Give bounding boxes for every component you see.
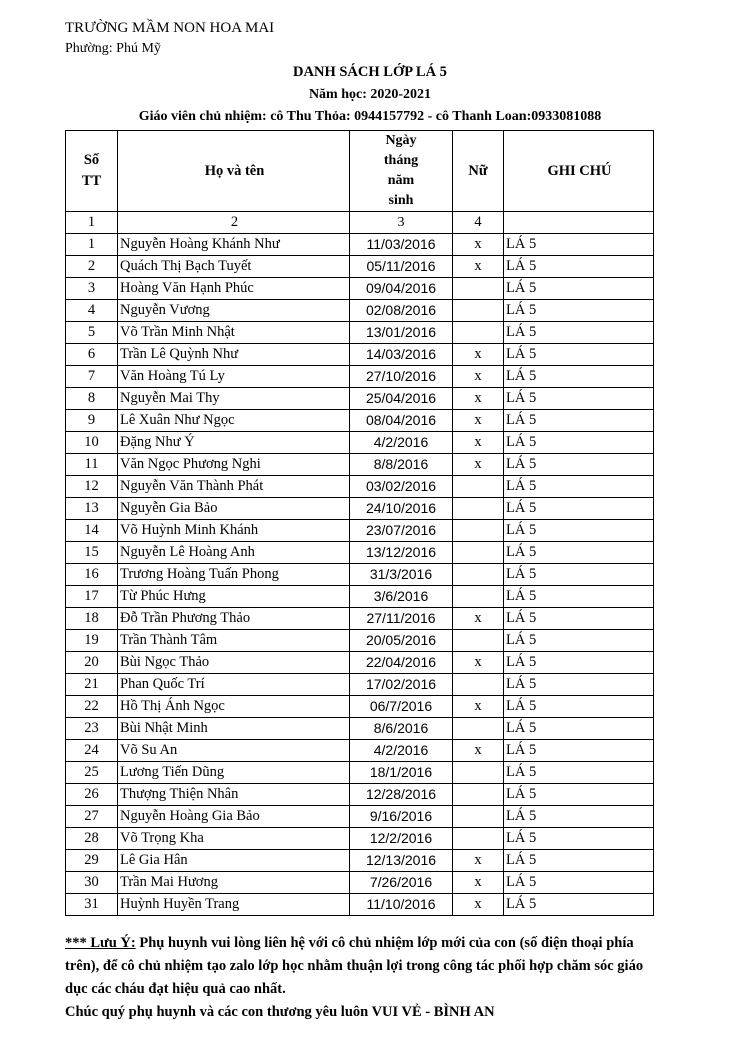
row-note: LÁ 5 xyxy=(504,586,654,608)
row-female xyxy=(453,520,504,542)
row-dob: 13/12/2016 xyxy=(350,542,453,564)
note-body: Phụ huynh vui lòng liên hệ với cô chủ nhiệm lớp mới của con (số điện thoại phía trên), để cô chủ nhiệm tạo zalo lớp học nhằm thuận lợi trong công tác phối hợp chăm sóc giáo dục các cháu đạt hiệu quả cao nhất. xyxy=(65,935,644,997)
row-dob: 27/11/2016 xyxy=(350,608,453,630)
row-female xyxy=(453,784,504,806)
row-note: LÁ 5 xyxy=(504,872,654,894)
row-note: LÁ 5 xyxy=(504,674,654,696)
row-female: x xyxy=(453,388,504,410)
row-dob: 17/02/2016 xyxy=(350,674,453,696)
row-dob: 4/2/2016 xyxy=(350,740,453,762)
table-row xyxy=(66,278,654,300)
table-row xyxy=(66,740,654,762)
row-female xyxy=(453,586,504,608)
row-name: Trần Lê Quỳnh Như xyxy=(118,344,350,366)
row-female xyxy=(453,542,504,564)
row-name: Thượng Thiện Nhân xyxy=(118,784,350,806)
row-stt: 4 xyxy=(66,300,118,322)
row-dob: 12/13/2016 xyxy=(350,850,453,872)
row-female xyxy=(453,630,504,652)
table-row xyxy=(66,564,654,586)
page-title: DANH SÁCH LỚP LÁ 5 xyxy=(293,64,447,80)
row-dob: 12/28/2016 xyxy=(350,784,453,806)
row-stt: 30 xyxy=(66,872,118,894)
index-cell xyxy=(504,212,654,234)
row-stt: 26 xyxy=(66,784,118,806)
row-stt: 27 xyxy=(66,806,118,828)
index-cell: 1 xyxy=(66,212,118,234)
row-name: Hồ Thị Ánh Ngọc xyxy=(118,696,350,718)
row-female xyxy=(453,762,504,784)
row-female: x xyxy=(453,696,504,718)
table-row xyxy=(66,432,654,454)
row-name: Đỗ Trần Phương Thảo xyxy=(118,608,350,630)
row-dob: 27/10/2016 xyxy=(350,366,453,388)
row-name: Trần Mai Hương xyxy=(118,872,350,894)
index-cell: 3 xyxy=(350,212,453,234)
row-dob: 03/02/2016 xyxy=(350,476,453,498)
col-header-stt: Số TT xyxy=(66,131,118,212)
table-row xyxy=(66,894,654,916)
row-female: x xyxy=(453,234,504,256)
row-female xyxy=(453,498,504,520)
row-stt: 7 xyxy=(66,366,118,388)
row-female xyxy=(453,828,504,850)
col-header-dob: Ngày tháng năm sinh xyxy=(350,131,453,212)
row-note: LÁ 5 xyxy=(504,410,654,432)
row-name: Lê Xuân Như Ngọc xyxy=(118,410,350,432)
row-stt: 14 xyxy=(66,520,118,542)
row-dob: 8/8/2016 xyxy=(350,454,453,476)
row-female: x xyxy=(453,454,504,476)
row-dob: 05/11/2016 xyxy=(350,256,453,278)
row-dob: 3/6/2016 xyxy=(350,586,453,608)
table-row xyxy=(66,476,654,498)
table-header-row xyxy=(66,131,654,212)
ward-name: Phường: Phú Mỹ xyxy=(65,41,161,56)
row-female xyxy=(453,806,504,828)
row-female xyxy=(453,322,504,344)
row-stt: 25 xyxy=(66,762,118,784)
row-dob: 8/6/2016 xyxy=(350,718,453,740)
table-row xyxy=(66,872,654,894)
row-female: x xyxy=(453,608,504,630)
row-stt: 23 xyxy=(66,718,118,740)
row-female: x xyxy=(453,894,504,916)
table-row xyxy=(66,630,654,652)
row-note: LÁ 5 xyxy=(504,278,654,300)
row-name: Nguyễn Văn Thành Phát xyxy=(118,476,350,498)
table-row xyxy=(66,542,654,564)
row-stt: 12 xyxy=(66,476,118,498)
row-name: Nguyễn Gia Bảo xyxy=(118,498,350,520)
row-name: Văn Ngọc Phương Nghi xyxy=(118,454,350,476)
row-name: Võ Trần Minh Nhật xyxy=(118,322,350,344)
homeroom-teachers: Giáo viên chủ nhiệm: cô Thu Thỏa: 0944157792 - cô Thanh Loan:0933081088 xyxy=(138,109,602,124)
row-dob: 13/01/2016 xyxy=(350,322,453,344)
row-note: LÁ 5 xyxy=(504,608,654,630)
row-dob: 24/10/2016 xyxy=(350,498,453,520)
row-stt: 2 xyxy=(66,256,118,278)
footer-note xyxy=(65,932,655,1024)
row-note: LÁ 5 xyxy=(504,718,654,740)
row-name: Đặng Như Ý xyxy=(118,432,350,454)
row-note: LÁ 5 xyxy=(504,432,654,454)
row-stt: 5 xyxy=(66,322,118,344)
table-row xyxy=(66,652,654,674)
row-note: LÁ 5 xyxy=(504,344,654,366)
row-female xyxy=(453,476,504,498)
row-stt: 31 xyxy=(66,894,118,916)
table-row xyxy=(66,828,654,850)
row-note: LÁ 5 xyxy=(504,740,654,762)
row-note: LÁ 5 xyxy=(504,828,654,850)
row-note: LÁ 5 xyxy=(504,652,654,674)
table-row xyxy=(66,388,654,410)
row-female: x xyxy=(453,256,504,278)
row-dob: 31/3/2016 xyxy=(350,564,453,586)
index-cell: 4 xyxy=(453,212,504,234)
row-note: LÁ 5 xyxy=(504,520,654,542)
row-dob: 14/03/2016 xyxy=(350,344,453,366)
row-dob: 11/03/2016 xyxy=(350,234,453,256)
table-row xyxy=(66,366,654,388)
row-dob: 02/08/2016 xyxy=(350,300,453,322)
row-note: LÁ 5 xyxy=(504,630,654,652)
row-dob: 22/04/2016 xyxy=(350,652,453,674)
row-name: Trần Thành Tâm xyxy=(118,630,350,652)
row-stt: 21 xyxy=(66,674,118,696)
row-dob: 08/04/2016 xyxy=(350,410,453,432)
table-row xyxy=(66,718,654,740)
table-row xyxy=(66,454,654,476)
row-dob: 7/26/2016 xyxy=(350,872,453,894)
row-dob: 25/04/2016 xyxy=(350,388,453,410)
row-female xyxy=(453,718,504,740)
row-female xyxy=(453,564,504,586)
row-name: Từ Phúc Hưng xyxy=(118,586,350,608)
row-female: x xyxy=(453,652,504,674)
row-stt: 28 xyxy=(66,828,118,850)
row-dob: 09/04/2016 xyxy=(350,278,453,300)
school-name: TRƯỜNG MẦM NON HOA MAI xyxy=(65,20,275,36)
table-row xyxy=(66,410,654,432)
row-stt: 19 xyxy=(66,630,118,652)
row-dob: 9/16/2016 xyxy=(350,806,453,828)
row-female: x xyxy=(453,872,504,894)
row-stt: 15 xyxy=(66,542,118,564)
table-row xyxy=(66,520,654,542)
row-note: LÁ 5 xyxy=(504,300,654,322)
row-name: Phan Quốc Trí xyxy=(118,674,350,696)
row-dob: 11/10/2016 xyxy=(350,894,453,916)
col-header-note: GHI CHÚ xyxy=(504,131,654,212)
row-name: Nguyễn Hoàng Gia Bảo xyxy=(118,806,350,828)
row-note: LÁ 5 xyxy=(504,850,654,872)
row-note: LÁ 5 xyxy=(504,476,654,498)
col-header-name: Họ và tên xyxy=(118,131,350,212)
row-stt: 8 xyxy=(66,388,118,410)
row-dob: 06/7/2016 xyxy=(350,696,453,718)
row-note: LÁ 5 xyxy=(504,388,654,410)
row-note: LÁ 5 xyxy=(504,806,654,828)
row-stt: 3 xyxy=(66,278,118,300)
row-name: Văn Hoàng Tú Ly xyxy=(118,366,350,388)
table-row xyxy=(66,806,654,828)
table-row xyxy=(66,784,654,806)
row-note: LÁ 5 xyxy=(504,498,654,520)
row-name: Nguyễn Vương xyxy=(118,300,350,322)
row-name: Bùi Nhật Minh xyxy=(118,718,350,740)
row-name: Võ Huỳnh Minh Khánh xyxy=(118,520,350,542)
table-row xyxy=(66,850,654,872)
row-stt: 20 xyxy=(66,652,118,674)
table-row xyxy=(66,696,654,718)
row-note: LÁ 5 xyxy=(504,234,654,256)
row-note: LÁ 5 xyxy=(504,454,654,476)
row-name: Lương Tiến Dũng xyxy=(118,762,350,784)
row-name: Võ Su An xyxy=(118,740,350,762)
row-stt: 24 xyxy=(66,740,118,762)
table-row xyxy=(66,256,654,278)
row-dob: 20/05/2016 xyxy=(350,630,453,652)
row-stt: 10 xyxy=(66,432,118,454)
row-name: Nguyễn Mai Thy xyxy=(118,388,350,410)
col-header-female: Nữ xyxy=(453,131,504,212)
row-note: LÁ 5 xyxy=(504,542,654,564)
row-female xyxy=(453,278,504,300)
column-index-row xyxy=(66,212,654,234)
row-stt: 16 xyxy=(66,564,118,586)
table-row xyxy=(66,608,654,630)
row-female: x xyxy=(453,344,504,366)
row-note: LÁ 5 xyxy=(504,366,654,388)
row-name: Quách Thị Bạch Tuyết xyxy=(118,256,350,278)
row-note: LÁ 5 xyxy=(504,784,654,806)
row-stt: 29 xyxy=(66,850,118,872)
row-name: Hoàng Văn Hạnh Phúc xyxy=(118,278,350,300)
row-name: Trương Hoàng Tuấn Phong xyxy=(118,564,350,586)
row-name: Huỳnh Huyền Trang xyxy=(118,894,350,916)
row-stt: 1 xyxy=(66,234,118,256)
row-female: x xyxy=(453,740,504,762)
row-female xyxy=(453,300,504,322)
row-stt: 13 xyxy=(66,498,118,520)
note-lead: *** Lưu Ý: xyxy=(65,935,136,951)
row-stt: 11 xyxy=(66,454,118,476)
class-roster-table xyxy=(65,130,654,916)
table-row xyxy=(66,762,654,784)
row-name: Nguyễn Hoàng Khánh Như xyxy=(118,234,350,256)
row-dob: 23/07/2016 xyxy=(350,520,453,542)
table-row xyxy=(66,674,654,696)
row-name: Lê Gia Hân xyxy=(118,850,350,872)
row-stt: 9 xyxy=(66,410,118,432)
table-row xyxy=(66,234,654,256)
row-note: LÁ 5 xyxy=(504,762,654,784)
row-stt: 22 xyxy=(66,696,118,718)
index-cell: 2 xyxy=(118,212,350,234)
row-female xyxy=(453,674,504,696)
row-note: LÁ 5 xyxy=(504,696,654,718)
row-name: Võ Trọng Kha xyxy=(118,828,350,850)
school-year: Năm học: 2020-2021 xyxy=(308,87,432,102)
table-row xyxy=(66,586,654,608)
row-note: LÁ 5 xyxy=(504,322,654,344)
closing-wish: Chúc quý phụ huynh và các con thương yêu luôn VUI VẺ - BÌNH AN xyxy=(65,1004,495,1020)
row-dob: 12/2/2016 xyxy=(350,828,453,850)
row-female: x xyxy=(453,410,504,432)
row-dob: 18/1/2016 xyxy=(350,762,453,784)
row-dob: 4/2/2016 xyxy=(350,432,453,454)
table-row xyxy=(66,498,654,520)
table-row xyxy=(66,300,654,322)
row-name: Nguyễn Lê Hoàng Anh xyxy=(118,542,350,564)
table-row xyxy=(66,322,654,344)
row-female: x xyxy=(453,432,504,454)
row-note: LÁ 5 xyxy=(504,564,654,586)
row-stt: 17 xyxy=(66,586,118,608)
row-stt: 6 xyxy=(66,344,118,366)
row-name: Bùi Ngọc Thảo xyxy=(118,652,350,674)
table-row xyxy=(66,344,654,366)
row-stt: 18 xyxy=(66,608,118,630)
row-female: x xyxy=(453,366,504,388)
row-note: LÁ 5 xyxy=(504,894,654,916)
row-note: LÁ 5 xyxy=(504,256,654,278)
row-female: x xyxy=(453,850,504,872)
